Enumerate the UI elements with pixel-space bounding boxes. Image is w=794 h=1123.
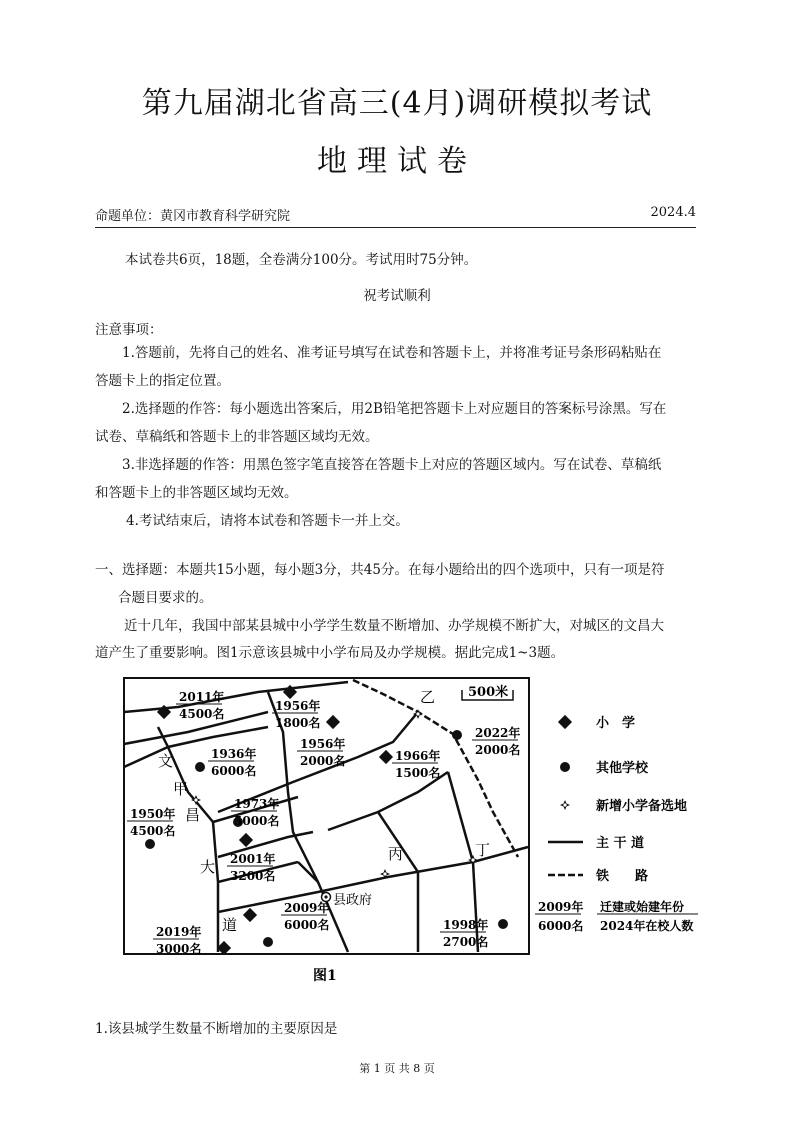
legend-sample-count: 6000名	[538, 919, 584, 933]
author-unit: 命题单位：黄冈市教育科学研究院	[95, 209, 291, 224]
school-count: 6000名	[211, 764, 257, 778]
school-year: 2009年	[284, 901, 330, 915]
notice-line: 3.非选择题的作答：用黑色签字笔直接答在答题卡上对应的答题区域内。写在试卷、草稿纸	[122, 457, 662, 473]
school-year: 1956年	[275, 699, 321, 713]
subject-title: 地理试卷	[317, 144, 477, 179]
school-count: 2700名	[443, 935, 489, 949]
exam-title: 第九届湖北省高三(4月)调研模拟考试	[141, 86, 653, 121]
place-yi: 乙	[420, 688, 436, 706]
place-jia: 甲	[173, 780, 189, 798]
road-char: 昌	[185, 806, 201, 824]
notice-title: 注意事项：	[95, 322, 163, 338]
school-year: 1973年	[234, 797, 280, 811]
county-gov-label: 县政府	[333, 893, 373, 908]
page-footer: 第 1 页 共 8 页	[359, 1062, 435, 1075]
legend-road: 主 干 道	[596, 836, 645, 851]
school-count: 2000名	[300, 754, 346, 768]
figure-caption: 图1	[313, 968, 337, 984]
place-bing: 丙	[388, 845, 404, 863]
legend-other-icon	[560, 762, 570, 772]
legend-desc-year: 迁建或始建年份	[600, 900, 685, 914]
section-heading: 一、选择题：本题共15小题，每小题3分，共45分。在每小题给出的四个选项中，只有一项是符	[95, 562, 665, 578]
legend-desc-count: 2024年在校人数	[600, 919, 694, 933]
section-heading-cont: 合题目要求的。	[118, 590, 213, 606]
legend-primary-icon	[558, 715, 572, 729]
school-year: 2011年	[179, 690, 225, 704]
intro-text: 本试卷共6页，18题，全卷满分100分。考试用时75分钟。	[125, 252, 478, 268]
passage-line: 道产生了重要影响。图1示意该县城中小学布局及办学规模。据此完成1~3题。	[95, 645, 565, 661]
school-count: 3200名	[230, 869, 276, 883]
wish-text: 祝考试顺利	[363, 288, 431, 304]
school-count: 1800名	[275, 716, 321, 730]
legend-sample-year: 2009年	[538, 900, 584, 914]
school-year: 1950年	[130, 807, 176, 821]
school-year: 2022年	[475, 726, 521, 740]
school-year: 1998年	[443, 918, 489, 932]
legend-candidate: 新增小学备选地	[596, 799, 688, 814]
notice-line: 2.选择题的作答：每小题选出答案后，用2B铅笔把答题卡上对应题目的答案标号涂黑。写在	[122, 401, 667, 417]
road-char: 大	[200, 858, 216, 876]
school-year: 1966年	[395, 749, 441, 763]
legend-candidate-icon	[560, 800, 570, 810]
map-legend	[535, 715, 698, 933]
school-count: 1500名	[395, 766, 441, 780]
map-svg	[118, 672, 738, 992]
school-year: 2001年	[230, 852, 276, 866]
school-count: 6000名	[284, 918, 330, 932]
school-count: 2000名	[475, 743, 521, 757]
school-year: 2019年	[156, 925, 202, 939]
place-ding: 丁	[475, 841, 491, 859]
school-count: 4500名	[130, 824, 176, 838]
school-count: 3000名	[156, 942, 202, 956]
road-char: 文	[158, 752, 174, 770]
school-count: 4500名	[179, 707, 225, 721]
school-year: 1936年	[211, 747, 257, 761]
school-count: 5000名	[234, 814, 280, 828]
legend-rail: 铁 路	[596, 869, 649, 884]
exam-date: 2024.4	[650, 205, 696, 220]
notice-line: 1.答题前，先将自己的姓名、准考证号填写在试卷和答题卡上，并将准考证号条形码粘贴在	[122, 345, 662, 361]
question-1: 1.该县城学生数量不断增加的主要原因是	[95, 1021, 338, 1037]
notice-line: 试卷、草稿纸和答题卡上的非答题区域均无效。	[95, 429, 379, 445]
header-row	[95, 205, 696, 228]
legend-other: 其他学校	[596, 761, 649, 776]
legend-primary: 小 学	[596, 716, 636, 731]
passage-line: 近十几年，我国中部某县城中小学学生数量不断增加、办学规模不断扩大，对城区的文昌大	[124, 618, 664, 634]
notice-line: 和答题卡上的非答题区域均无效。	[95, 485, 298, 501]
road-char: 道	[222, 916, 238, 934]
figure-1-map	[118, 672, 738, 992]
notice-line: 答题卡上的指定位置。	[95, 373, 230, 389]
school-year: 1956年	[300, 737, 346, 751]
scale-label: 500米	[468, 685, 509, 700]
notice-line: 4.考试结束后，请将本试卷和答题卡一并上交。	[126, 513, 409, 529]
